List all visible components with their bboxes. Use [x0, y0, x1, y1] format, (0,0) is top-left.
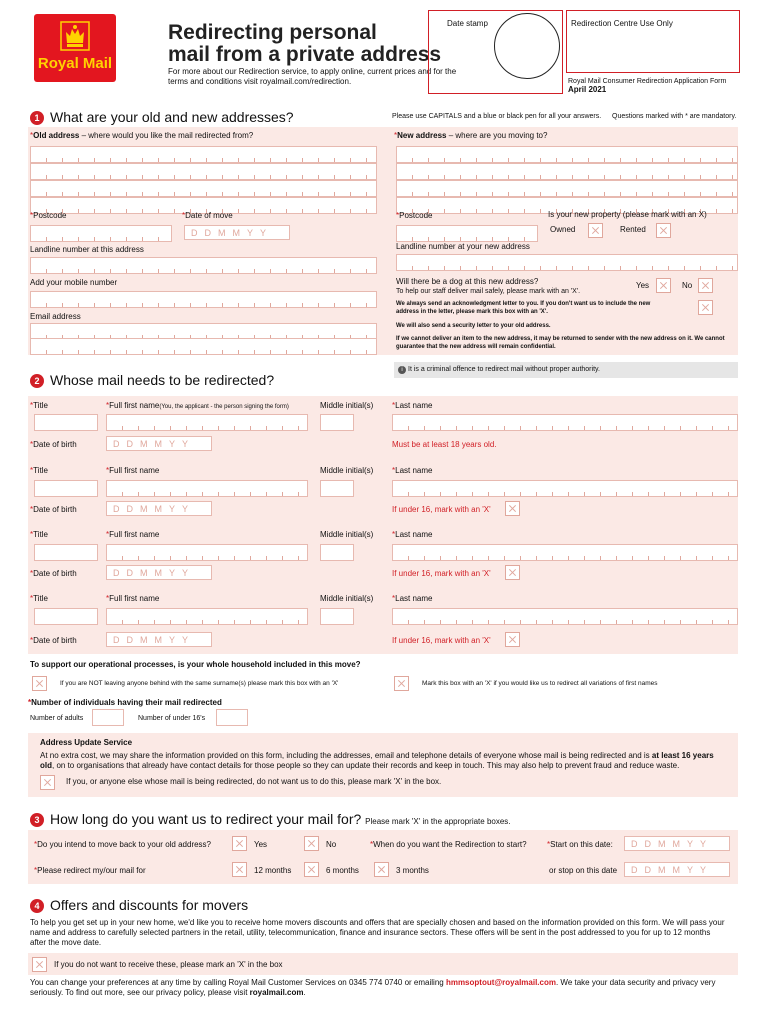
move-back-yes-label: Yes: [254, 840, 268, 849]
optout-email-link[interactable]: hmmsoptout@royalmail.com: [445, 978, 556, 987]
old-address-line-3[interactable]: [30, 180, 377, 197]
move-back-no-label: No: [326, 840, 337, 849]
landline-new-field[interactable]: [396, 254, 738, 271]
p4-first-name-field[interactable]: [106, 608, 308, 625]
old-postcode-field[interactable]: [30, 225, 172, 242]
p3-title-label: *Title: [30, 530, 48, 539]
variations-checkbox[interactable]: [394, 676, 409, 691]
p3-last-name-field[interactable]: [392, 544, 738, 561]
offence-note: i It is a criminal offence to redirect mail without proper authority.: [398, 365, 600, 374]
p4-dob-label: *Date of birth: [30, 636, 77, 645]
p1-title-label: *Title: [30, 401, 48, 410]
p1-first-name-field[interactable]: [106, 414, 308, 431]
p2-middle-label: Middle initial(s): [320, 466, 374, 475]
p4-under16-checkbox[interactable]: [505, 632, 520, 647]
instructions: Please use CAPITALS and a blue or black pen for all your answers.: [392, 113, 602, 120]
form-name: Royal Mail Consumer Redirection Application Form: [568, 78, 727, 85]
p3-dob-label: *Date of birth: [30, 569, 77, 578]
move-back-yes-checkbox[interactable]: [232, 836, 247, 851]
move-back-no-checkbox[interactable]: [304, 836, 319, 851]
p1-last-name-label: *Last name: [392, 401, 433, 410]
email-field-2[interactable]: [30, 338, 377, 355]
landline-old-label: Landline number at this address: [30, 245, 144, 254]
p2-dob-label: *Date of birth: [30, 505, 77, 514]
3-months-label: 3 months: [396, 866, 429, 875]
p4-dob-field[interactable]: DDMMYY: [106, 632, 212, 647]
royal-mail-logo: [34, 14, 116, 82]
p1-middle-label: Middle initial(s): [320, 401, 374, 410]
preferences-text: You can change your preferences at any time by calling Royal Mail Customer Services on 0345 774 0740 or emailing hmmsoptout@royalmail.com. We take your data security and privacy very seriously. To find out more, see our privacy policy, please visit royalmail.com.: [30, 978, 716, 997]
p2-dob-field[interactable]: DDMMYY: [106, 501, 212, 516]
p3-under16-note: If under 16, mark with an 'X': [392, 569, 491, 578]
p3-middle-field[interactable]: [320, 544, 354, 561]
address-update-optout-checkbox[interactable]: [40, 775, 55, 790]
p4-last-name-label: *Last name: [392, 594, 433, 603]
security-note: We will also send a security letter to your old address.: [396, 323, 551, 329]
num-under16-field[interactable]: [216, 709, 248, 726]
stop-date-field[interactable]: DDMMYY: [624, 862, 730, 877]
new-address-line-2[interactable]: [396, 163, 738, 180]
p4-title-field[interactable]: [34, 608, 98, 625]
ack-note: We always send an acknowledgment letter to you. If you don't want us to include the new address in the letter, please mark this box with an 'X'.: [396, 301, 651, 315]
ack-checkbox[interactable]: [698, 300, 713, 315]
new-address-line-3[interactable]: [396, 180, 738, 197]
p2-last-name-label: *Last name: [392, 466, 433, 475]
p3-last-name-label: *Last name: [392, 530, 433, 539]
p2-last-name-field[interactable]: [392, 480, 738, 497]
date-of-move-label: *Date of move: [182, 211, 233, 220]
p1-first-name-label: *Full first name(You, the applicant - the person signing the form): [106, 401, 289, 410]
p4-under16-note: If under 16, mark with an 'X': [392, 636, 491, 645]
mobile-label: Add your mobile number: [30, 278, 118, 287]
email-label: Email address: [30, 312, 81, 321]
address-update-optout-text: If you, or anyone else whose mail is being redirected, do not want us to do this, please mark 'X' in the box.: [66, 777, 442, 786]
privacy-site-link[interactable]: royalmail.com: [249, 988, 304, 997]
rented-checkbox[interactable]: [656, 223, 671, 238]
p2-title-field[interactable]: [34, 480, 98, 497]
section-3-heading: 3 How long do you want us to redirect your mail for? Please mark 'X' in the appropriate boxes.: [30, 811, 511, 830]
num-adults-field[interactable]: [92, 709, 124, 726]
p3-middle-label: Middle initial(s): [320, 530, 374, 539]
p1-last-name-field[interactable]: [392, 414, 738, 431]
old-address-label: *Old address – where would you like the mail redirected from?: [30, 131, 254, 140]
intro-text: For more about our Redirection service, to apply online, current prices and for the terms and conditions visit royalmail.com/redirection.: [168, 67, 457, 86]
new-property-question: Is your new property (please mark with an X): [548, 210, 707, 219]
variations-text: Mark this box with an 'X' if you would like us to redirect all variations of first names: [422, 680, 658, 687]
landline-old-field[interactable]: [30, 257, 377, 274]
p2-first-name-field[interactable]: [106, 480, 308, 497]
mobile-field[interactable]: [30, 291, 377, 308]
new-postcode-label: *Postcode: [396, 211, 433, 220]
p1-dob-field[interactable]: DDMMYY: [106, 436, 212, 451]
dog-yes-checkbox[interactable]: [656, 278, 671, 293]
offers-text: To help you get set up in your new home, we'd like you to receive home movers discounts and offers that are specially chosen and based on the information provided on this form. We will pass your name and address to carefully selected partners in the retail, utility, telecommunication, finance and insurance sectors. These offers will be sent in the post addressed to you for up to 12 months after the move date.: [30, 918, 725, 947]
p4-middle-field[interactable]: [320, 608, 354, 625]
logo-text: Royal Mail: [37, 55, 113, 72]
dog-no-label: No: [682, 281, 693, 290]
num-under16-label: Number of under 16's: [138, 715, 206, 722]
p2-under16-note: If under 16, mark with an 'X': [392, 505, 491, 514]
6-months-checkbox[interactable]: [304, 862, 319, 877]
centre-use-label: Redirection Centre Use Only: [571, 19, 673, 28]
landline-new-label: Landline number at your new address: [396, 242, 530, 251]
move-back-question: *Do you intend to move back to your old address?: [34, 840, 212, 849]
12-months-checkbox[interactable]: [232, 862, 247, 877]
start-question: *When do you want the Redirection to start?: [370, 840, 527, 849]
num-individuals-label: *Number of individuals having their mail redirected: [28, 698, 222, 707]
new-address-line-1[interactable]: [396, 146, 738, 163]
crown-icon: [58, 19, 92, 53]
stamp-circle: [494, 13, 560, 79]
num-adults-label: Number of adults: [30, 715, 84, 722]
stop-on-label: or stop on this date: [549, 866, 618, 875]
p2-under16-checkbox[interactable]: [505, 501, 520, 516]
not-leaving-text: If you are NOT leaving anyone behind with the same surname(s) please mark this box with an 'X': [60, 680, 339, 687]
section-1-heading: 1 What are your old and new addresses?: [30, 109, 294, 125]
p1-middle-field[interactable]: [320, 414, 354, 431]
p3-first-name-label: *Full first name: [106, 530, 160, 539]
p3-under16-checkbox[interactable]: [505, 565, 520, 580]
p4-first-name-label: *Full first name: [106, 594, 160, 603]
offers-optout-text: If you do not want to receive these, please mark an 'X' in the box: [54, 960, 283, 969]
household-question: To support our operational processes, is your whole household included in this move?: [30, 660, 361, 669]
address-update-text: At no extra cost, we may share the information provided on this form, including the addresses, email and telephone details of everyone whose mail is being redirected and is at least 16 years old, on to organisations that already have contact details for those people so they can update their records and keep in touch. This may also help to prevent fraud and reduce waste.: [40, 751, 714, 770]
form-title: Redirecting personal mail from a private address: [168, 21, 442, 66]
mandatory-note: Questions marked with * are mandatory.: [612, 113, 737, 120]
owned-checkbox[interactable]: [588, 223, 603, 238]
old-address-line-1[interactable]: [30, 146, 377, 163]
p1-dob-label: *Date of birth: [30, 440, 77, 449]
date-stamp-label: Date stamp: [447, 19, 488, 28]
info-icon: i: [398, 366, 406, 374]
p2-first-name-label: *Full first name: [106, 466, 160, 475]
p2-middle-field[interactable]: [320, 480, 354, 497]
cannot-deliver-note: If we cannot deliver an item to the new address, it may be returned to sender with the new address on it. We cannot guarantee that the new address will remain confidential.: [396, 336, 725, 350]
offers-optout-checkbox[interactable]: [32, 957, 47, 972]
section-2-heading: 2 Whose mail needs to be redirected?: [30, 372, 274, 388]
owned-label: Owned: [550, 225, 576, 234]
old-address-line-2[interactable]: [30, 163, 377, 180]
dog-no-checkbox[interactable]: [698, 278, 713, 293]
p1-age-note: Must be at least 18 years old.: [392, 440, 497, 449]
old-postcode-label: *Postcode: [30, 211, 67, 220]
p3-first-name-field[interactable]: [106, 544, 308, 561]
dog-yes-label: Yes: [636, 281, 650, 290]
new-address-label: *New address – where are you moving to?: [394, 131, 548, 140]
new-postcode-field[interactable]: [396, 225, 538, 242]
form-date: April 2021: [568, 85, 607, 94]
p4-last-name-field[interactable]: [392, 608, 738, 625]
not-leaving-checkbox[interactable]: [32, 676, 47, 691]
p2-title-label: *Title: [30, 466, 48, 475]
section-number: 1: [30, 111, 44, 125]
6-months-label: 6 months: [326, 866, 359, 875]
start-on-label: *Start on this date:: [547, 840, 613, 849]
address-update-heading: Address Update Service: [40, 738, 133, 747]
start-date-field[interactable]: DDMMYY: [624, 836, 730, 851]
12-months-label: 12 months: [254, 866, 292, 875]
p3-dob-field[interactable]: DDMMYY: [106, 565, 212, 580]
p4-title-label: *Title: [30, 594, 48, 603]
date-of-move-field[interactable]: DDMMYY: [184, 225, 290, 240]
3-months-checkbox[interactable]: [374, 862, 389, 877]
p1-title-field[interactable]: [34, 414, 98, 431]
redirect-for-label: *Please redirect my/our mail for: [34, 866, 146, 875]
p4-middle-label: Middle initial(s): [320, 594, 374, 603]
p3-title-field[interactable]: [34, 544, 98, 561]
section-4-heading: 4 Offers and discounts for movers: [30, 897, 248, 913]
dog-hint: To help our staff deliver mail safely, please mark with an 'X'.: [396, 288, 581, 295]
rented-label: Rented: [620, 225, 646, 234]
dog-question: Will there be a dog at this new address?: [396, 277, 539, 286]
